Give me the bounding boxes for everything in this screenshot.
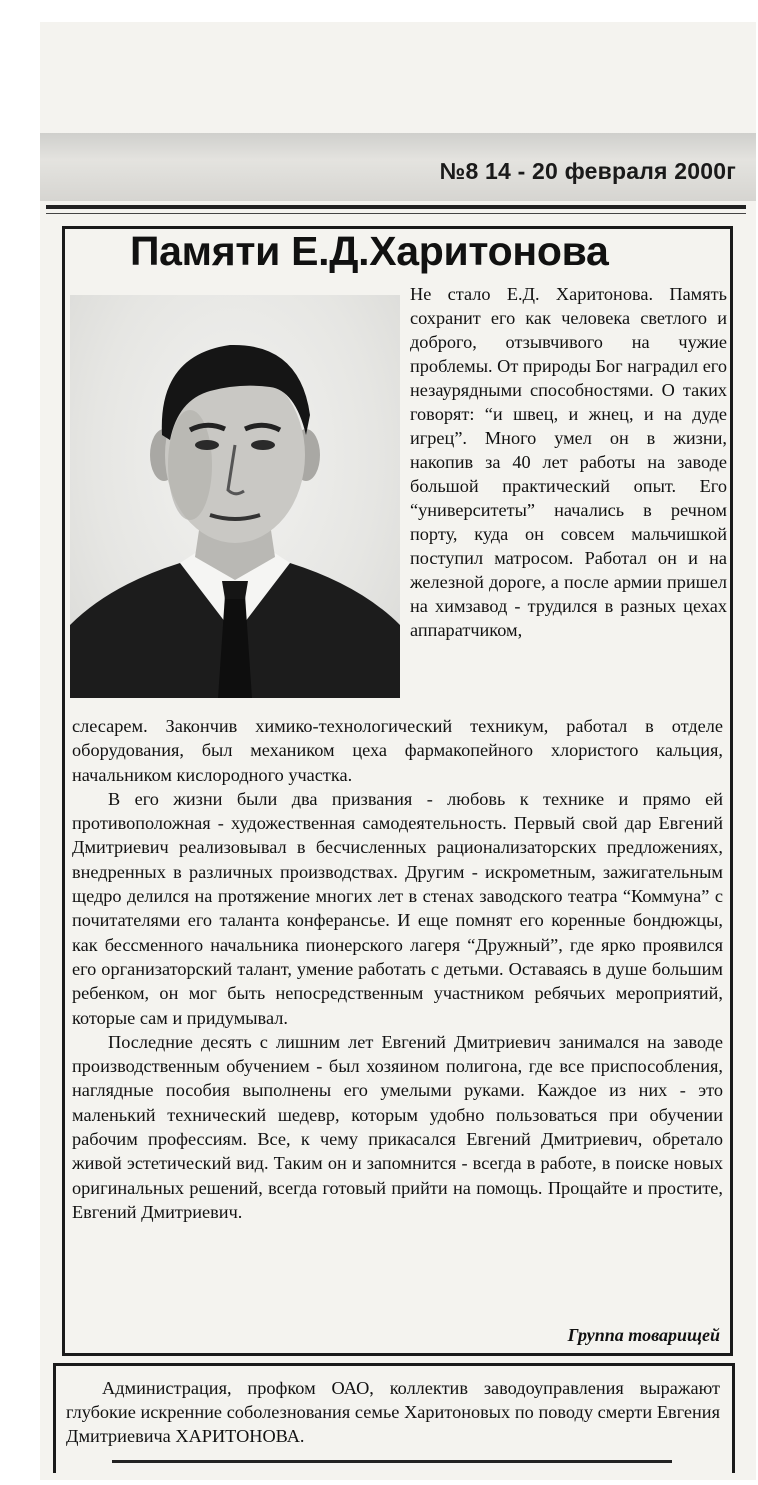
article-signature: Группа товарищей (567, 1325, 720, 1345)
header-rule-thin (46, 213, 746, 214)
condolence-notice (66, 1376, 720, 1448)
issue-date-line: №8 14 - 20 февраля 2000г (439, 158, 736, 184)
paragraph-two: В его жизни были два призвания - любовь к технике и прямо ей противоположная - художественная самодеятельность. Первый свой дар Евгений Дмитриевич реализовывал в бесчисленных рационализаторских предложениях, внедренных в различных производствах. Другим - искрометным, зажигательным щедро делился на протяжение многих лет в стенах заводского театра “Коммуна” с почитателями его таланта конферансье. И еще помнят его коренные бондюжцы, как бессменного начальника пионерского лагеря “Дружный”, где ярко проявился его организаторский талант, умение работать с детьми. Оставаясь в душе большим ребенком, он мог быть непосредственным участником ребячьих мероприятий, которые сам и придумывал. (72, 788, 723, 1028)
bottom-rule (112, 1460, 672, 1463)
intro-paragraph: Не стало Е.Д. Харитонова. Память сохранит его как человека светлого и доброго, отзывчивого на чужие проблемы. От природы Бог наградил его незаурядными способностями. О таких говорят: “и швец, и жнец, и на дуде игрец”. Много умел он в жизни, накопив за 40 лет работы на заводе большой практический опыт. Его “университеты” начались в речном порту, куда он совсем мальчишкой поступил матросом. Работал он и на железной дороге, а после армии пришел на химзавод - трудился в разных цехах аппаратчиком, (410, 284, 727, 640)
portrait-image (70, 295, 400, 698)
article-body (72, 714, 723, 1224)
paragraph-three: Последние десять с лишним лет Евгений Дмитриевич занимался на заводе производственным обучением - был хозяином полигона, где все приспособления, наглядные пособия выполнены его умелыми руками. Каждое из них - это маленький технический шедевр, которым удобно пользоваться при обучении рабочим профессиям. Все, к чему прикасался Евгений Дмитриевич, обретало живой эстетический вид. Таким он и запомнится - всегда в работе, в поиске новых оригинальных решений, всегда готовый прийти на помощь. Прощайте и простите, Евгений Дмитриевич. (72, 1031, 723, 1222)
intro-column (410, 282, 727, 642)
article-headline: Памяти Е.Д.Харитонова (130, 228, 609, 274)
header-rule (46, 205, 746, 209)
intro-continuation: слесарем. Закончив химико-технологический техникум, работал в отделе оборудования, был механиком цеха фармакопейного хлористого кальция, начальником кислородного участка. (72, 716, 723, 785)
condolence-text: Администрация, профком ОАО, коллектив заводоуправления выражают глубокие искренние соболезнования семье Харитоновых по поводу смерти Евгения Дмитриевича ХАРИТОНОВА. (66, 1378, 720, 1446)
portrait-photo (70, 295, 400, 698)
